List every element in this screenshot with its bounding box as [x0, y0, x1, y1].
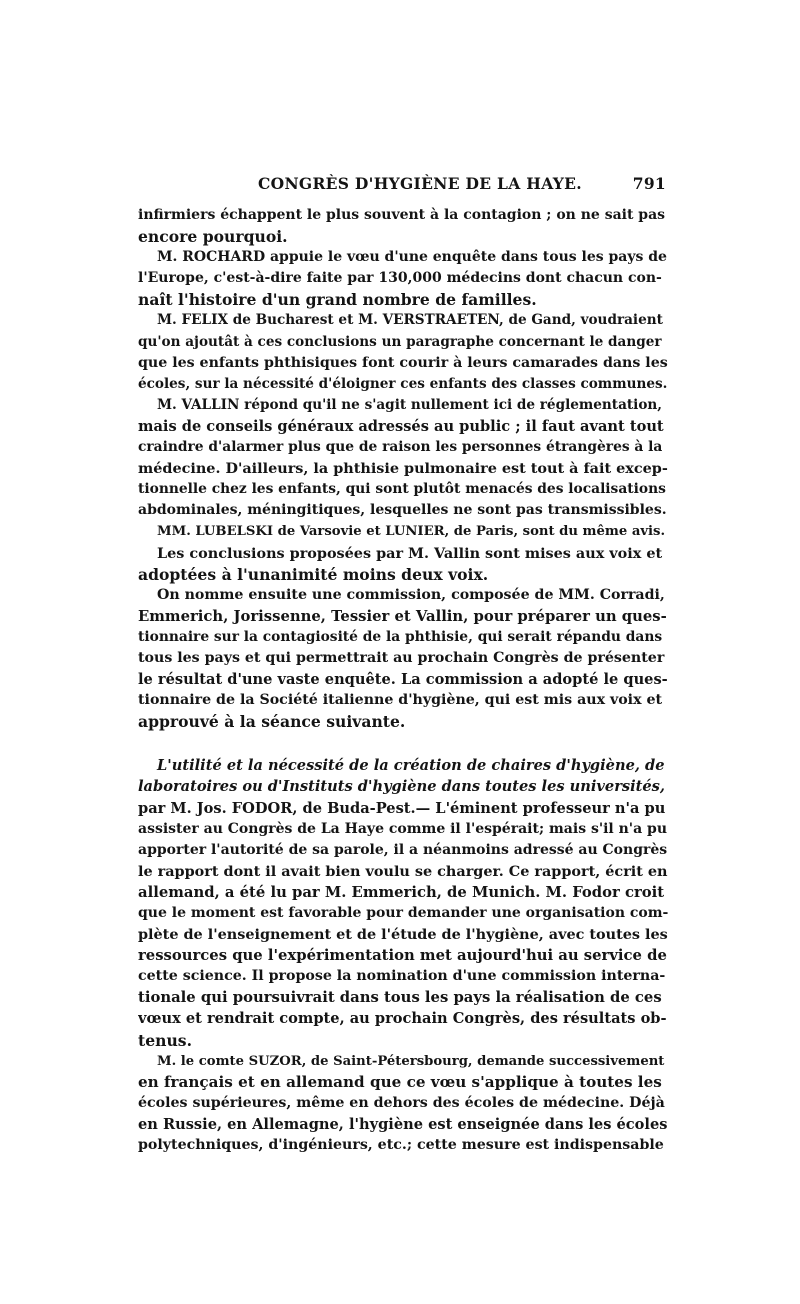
text-line: mais de conseils généraux adressés au public ; il faut avant tout	[138, 417, 664, 435]
paragraph-conclusions	[138, 543, 668, 585]
text-line: que les enfants phthisiques font courir à leurs camarades dans les	[138, 354, 668, 371]
text-line: tionnelle chez les enfants, qui sont plutôt menacés des localisations	[138, 481, 666, 498]
text-line: adoptées à l'unanimité moins deux voix.	[138, 564, 489, 584]
text-line: MM. LUBELSKI de Varsovie et LUNIER, de Paris, sont du même avis.	[157, 524, 666, 540]
text-line: l'Europe, c'est-à-dire faite par 130,000 médecins dont chacun con-	[138, 270, 662, 287]
paragraph-commission	[138, 585, 668, 733]
text-line: naît l'histoire d'un grand nombre de familles.	[138, 290, 537, 310]
text-line: infirmiers échappent le plus souvent à la contagion ; on ne sait pas	[138, 207, 666, 223]
text-line: M. le comte SUZOR, de Saint-Pétersbourg, demande successivement	[157, 1053, 665, 1069]
text-line: cette science. Il propose la nomination d'une commission interna-	[138, 968, 666, 985]
text-line: qu'on ajoutât à ces conclusions un paragraphe concernant le danger	[138, 333, 662, 350]
text-line: encore pourquoi.	[138, 227, 288, 247]
text-line: polytechniques, d'ingénieurs, etc.; cette mesure est indispensable	[138, 1137, 664, 1154]
text-line: assister au Congrès de La Haye comme il l'espérait; mais s'il n'a pu	[138, 820, 668, 837]
text-line: le résultat d'une vaste enquête. La commission a adopté le ques-	[138, 671, 668, 689]
paragraph-lubelski-lunier	[138, 521, 668, 542]
section-title-line: laboratoires ou d'Instituts d'hygiène dans toutes les universités,	[138, 778, 665, 796]
text-line: M. ROCHARD appuie le vœu d'une enquête dans tous les pays de	[157, 249, 667, 266]
paragraph-felix-verstraeten	[138, 310, 668, 394]
paragraph-infirmiers	[138, 205, 668, 247]
running-title: CONGRÈS D'HYGIÈNE DE LA HAYE.	[258, 174, 582, 193]
text-line: On nomme ensuite une commission, composée de MM. Corradi,	[157, 586, 665, 603]
text-line: ressources que l'expérimentation met aujourd'hui au service de	[138, 947, 667, 965]
text-line: vœux et rendrait compte, au prochain Congrès, des résultats ob-	[138, 1010, 667, 1028]
text-line: craindre d'alarmer plus que de raison les personnes étrangères à la	[138, 439, 663, 456]
text-line: Les conclusions proposées par M. Vallin sont mises aux voix et	[157, 544, 663, 562]
paragraph-fodor-report	[138, 755, 668, 1050]
text-line: tionnaire de la Société italienne d'hygiène, qui est mis aux voix et	[138, 692, 663, 709]
text-line: approuvé à la séance suivante.	[138, 712, 406, 732]
text-line: Emmerich, Jorissenne, Tessier et Vallin, pour préparer un ques-	[138, 607, 667, 625]
running-header	[138, 174, 666, 198]
text-line: plète de l'enseignement et de l'étude de l'hygiène, avec toutes les	[138, 926, 668, 944]
section-title-line: L'utilité et la nécessité de la création de chaires d'hygiène, de	[157, 757, 665, 775]
text-line: M. VALLIN répond qu'il ne s'agit nullement ici de réglementation,	[157, 396, 663, 413]
paragraph-suzor	[138, 1051, 668, 1156]
text-line: tionale qui poursuivrait dans tous les pays la réalisation de ces	[138, 989, 662, 1007]
text-line: tenus.	[138, 1030, 193, 1050]
text-line: écoles, sur la nécessité d'éloigner ces enfants des classes communes.	[138, 375, 668, 392]
paragraph-vallin	[138, 395, 668, 522]
section-gap	[138, 732, 668, 755]
text-line: M. FELIX de Bucharest et M. VERSTRAETEN, de Gand, voudraient	[157, 312, 663, 329]
page-number: 791	[632, 174, 666, 193]
text-line: tous les pays et qui permettrait au prochain Congrès de présenter	[138, 649, 665, 666]
text-line: abdominales, méningitiques, lesquelles ne sont pas transmissibles.	[138, 502, 667, 519]
text-line: par M. Jos. FODOR, de Buda-Pest.— L'éminent professeur n'a pu	[138, 799, 666, 817]
text-line: en Russie, en Allemagne, l'hygiène est enseignée dans les écoles	[138, 1115, 668, 1133]
text-line: tionnaire sur la contagiosité de la phthisie, qui serait répandu dans	[138, 628, 663, 645]
text-line: en français et en allemand que ce vœu s'applique à toutes les	[138, 1072, 662, 1091]
paragraph-rochard	[138, 247, 668, 310]
text-line: écoles supérieures, même en dehors des écoles de médecine. Déjà	[138, 1094, 665, 1111]
text-line: médecine. D'ailleurs, la phthisie pulmonaire est tout à fait excep-	[138, 460, 668, 478]
text-line: allemand, a été lu par M. Emmerich, de Munich. M. Fodor croit	[138, 883, 665, 901]
body-text	[138, 205, 668, 1156]
text-line: le rapport dont il avait bien voulu se charger. Ce rapport, écrit en	[138, 862, 668, 880]
text-line: apporter l'autorité de sa parole, il a néanmoins adressé au Congrès	[138, 841, 668, 858]
text-line: que le moment est favorable pour demander une organisation com-	[138, 905, 668, 921]
